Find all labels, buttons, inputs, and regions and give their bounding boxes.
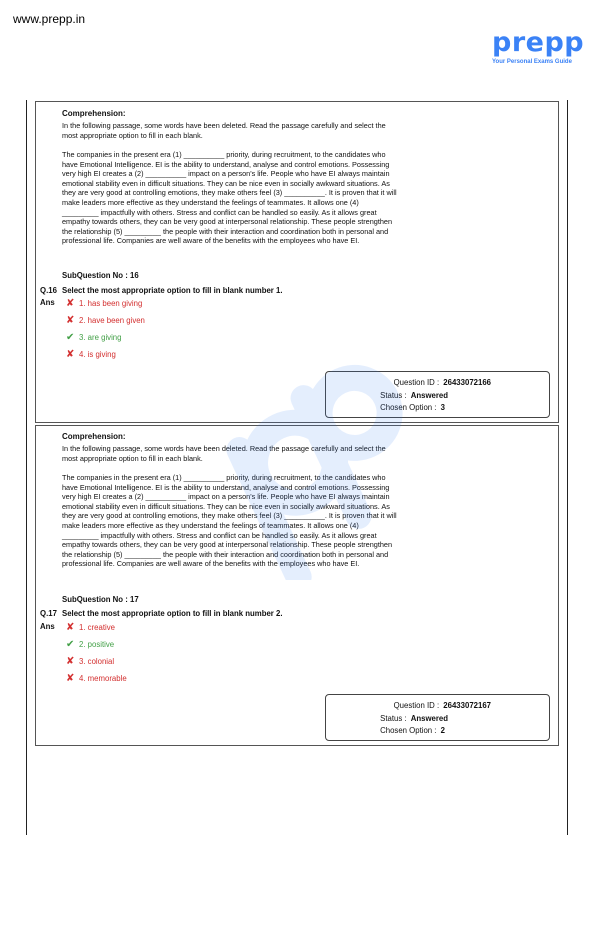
cross-icon: ✘: [66, 622, 75, 633]
subquestion-label: SubQuestion No : 17: [62, 595, 139, 604]
option-text: 1. has been giving: [79, 299, 143, 308]
chosen-option-label: Chosen Option :: [380, 726, 437, 735]
option-item: [66, 298, 142, 309]
logo-word: prepp: [492, 27, 585, 58]
option-text: 2. have been given: [79, 316, 145, 325]
option-text: 4. memorable: [79, 674, 127, 683]
question-info-box: [325, 371, 550, 418]
option-text: 4. is giving: [79, 350, 116, 359]
right-margin-line: [567, 100, 568, 835]
check-icon: ✔: [66, 639, 75, 650]
chosen-option-value: 2: [440, 726, 445, 735]
chosen-option-value: 3: [440, 403, 445, 412]
cross-icon: ✘: [66, 673, 75, 684]
subquestion-label: SubQuestion No : 16: [62, 271, 139, 280]
comprehension-title: Comprehension:: [62, 109, 126, 118]
question-id-label: Question ID :: [393, 378, 440, 387]
cross-icon: ✘: [66, 656, 75, 667]
passage-text: The companies in the present era (1) __________ priority, during recruitment, to the candidates who have Emotional Intelligence. EI is the ability to understand, analyse and control emotions. Possessing very high EI creates a (2) __________ impact on a person's life. People who have EI always maintain emotional stability even in difficult situations. They can be nice even in socially awkward situations. As they are very good at controlling emotions, they make others feel (3) __________. It is proven that it will make leaders more effective as they understand the feelings of teammates. It allows one (4) _________ impactfully with others. Stress and conflict can be handled so easily. As it allows great empathy towards others, they can be very good at interpersonal relationship. These people strengthen the relationship (5) _________ the people with their interaction and coordination both in personal and professional life. Companies are well aware of the benefits with the employees who have EI.: [62, 150, 397, 246]
option-text: 2. positive: [79, 640, 115, 649]
status-value: Answered: [410, 714, 448, 723]
option-item: [66, 349, 116, 360]
passage-text: The companies in the present era (1) __________ priority, during recruitment, to the candidates who have Emotional Intelligence. EI is the ability to understand, analyse and control emotions. Possessing very high EI creates a (2) __________ impact on a person's life. People who have EI always maintain emotional stability even in difficult situations. They can be nice even in socially awkward situations. As they are very good at controlling emotions, they make others feel (3) __________. It is proven that it will make leaders more effective as they understand the feelings of teammates. It allows one (4) _________ impactfully with others. Stress and conflict can be handled so easily. As it allows great empathy towards others, they can be very good at interpersonal relationship. These people strengthen the relationship (5) _________ the people with their interaction and coordination both in personal and professional life. Companies are well aware of the benefits with the employees who have EI.: [62, 473, 397, 569]
instruction-text: In the following passage, some words have been deleted. Read the passage carefully and select the most appropriate option to fill in each blank.: [62, 444, 386, 463]
ans-label: Ans: [40, 622, 55, 631]
status-label: Status :: [380, 391, 407, 400]
option-text: 3. colonial: [79, 657, 115, 666]
option-item: [66, 315, 145, 326]
option-text: 1. creative: [79, 623, 115, 632]
option-item: [66, 332, 121, 343]
option-text: 3. are giving: [79, 333, 122, 342]
question-text: Select the most appropriate option to fill in blank number 2.: [62, 609, 283, 618]
question-number: Q.16: [40, 286, 57, 295]
cross-icon: ✘: [66, 349, 75, 360]
status-label: Status :: [380, 714, 407, 723]
cross-icon: ✘: [66, 298, 75, 309]
option-item: [66, 622, 115, 633]
option-item: [66, 673, 127, 684]
ans-label: Ans: [40, 298, 55, 307]
instruction-text: In the following passage, some words have been deleted. Read the passage carefully and select the most appropriate option to fill in each blank.: [62, 121, 386, 140]
comprehension-title: Comprehension:: [62, 432, 126, 441]
cross-icon: ✘: [66, 315, 75, 326]
question-id-value: 26433072167: [443, 701, 491, 710]
chosen-option-label: Chosen Option :: [380, 403, 437, 412]
check-icon: ✔: [66, 332, 75, 343]
prepp-logo: [492, 28, 587, 65]
question-text: Select the most appropriate option to fill in blank number 1.: [62, 286, 283, 295]
question-id-label: Question ID :: [393, 701, 440, 710]
option-item: [66, 639, 114, 650]
site-url: www.prepp.in: [13, 12, 86, 26]
left-margin-line: [26, 100, 27, 835]
logo-tagline: Your Personal Exams Guide: [492, 59, 572, 65]
question-id-value: 26433072166: [443, 378, 491, 387]
question-number: Q.17: [40, 609, 57, 618]
status-value: Answered: [410, 391, 448, 400]
option-item: [66, 656, 114, 667]
question-info-box: [325, 694, 550, 741]
